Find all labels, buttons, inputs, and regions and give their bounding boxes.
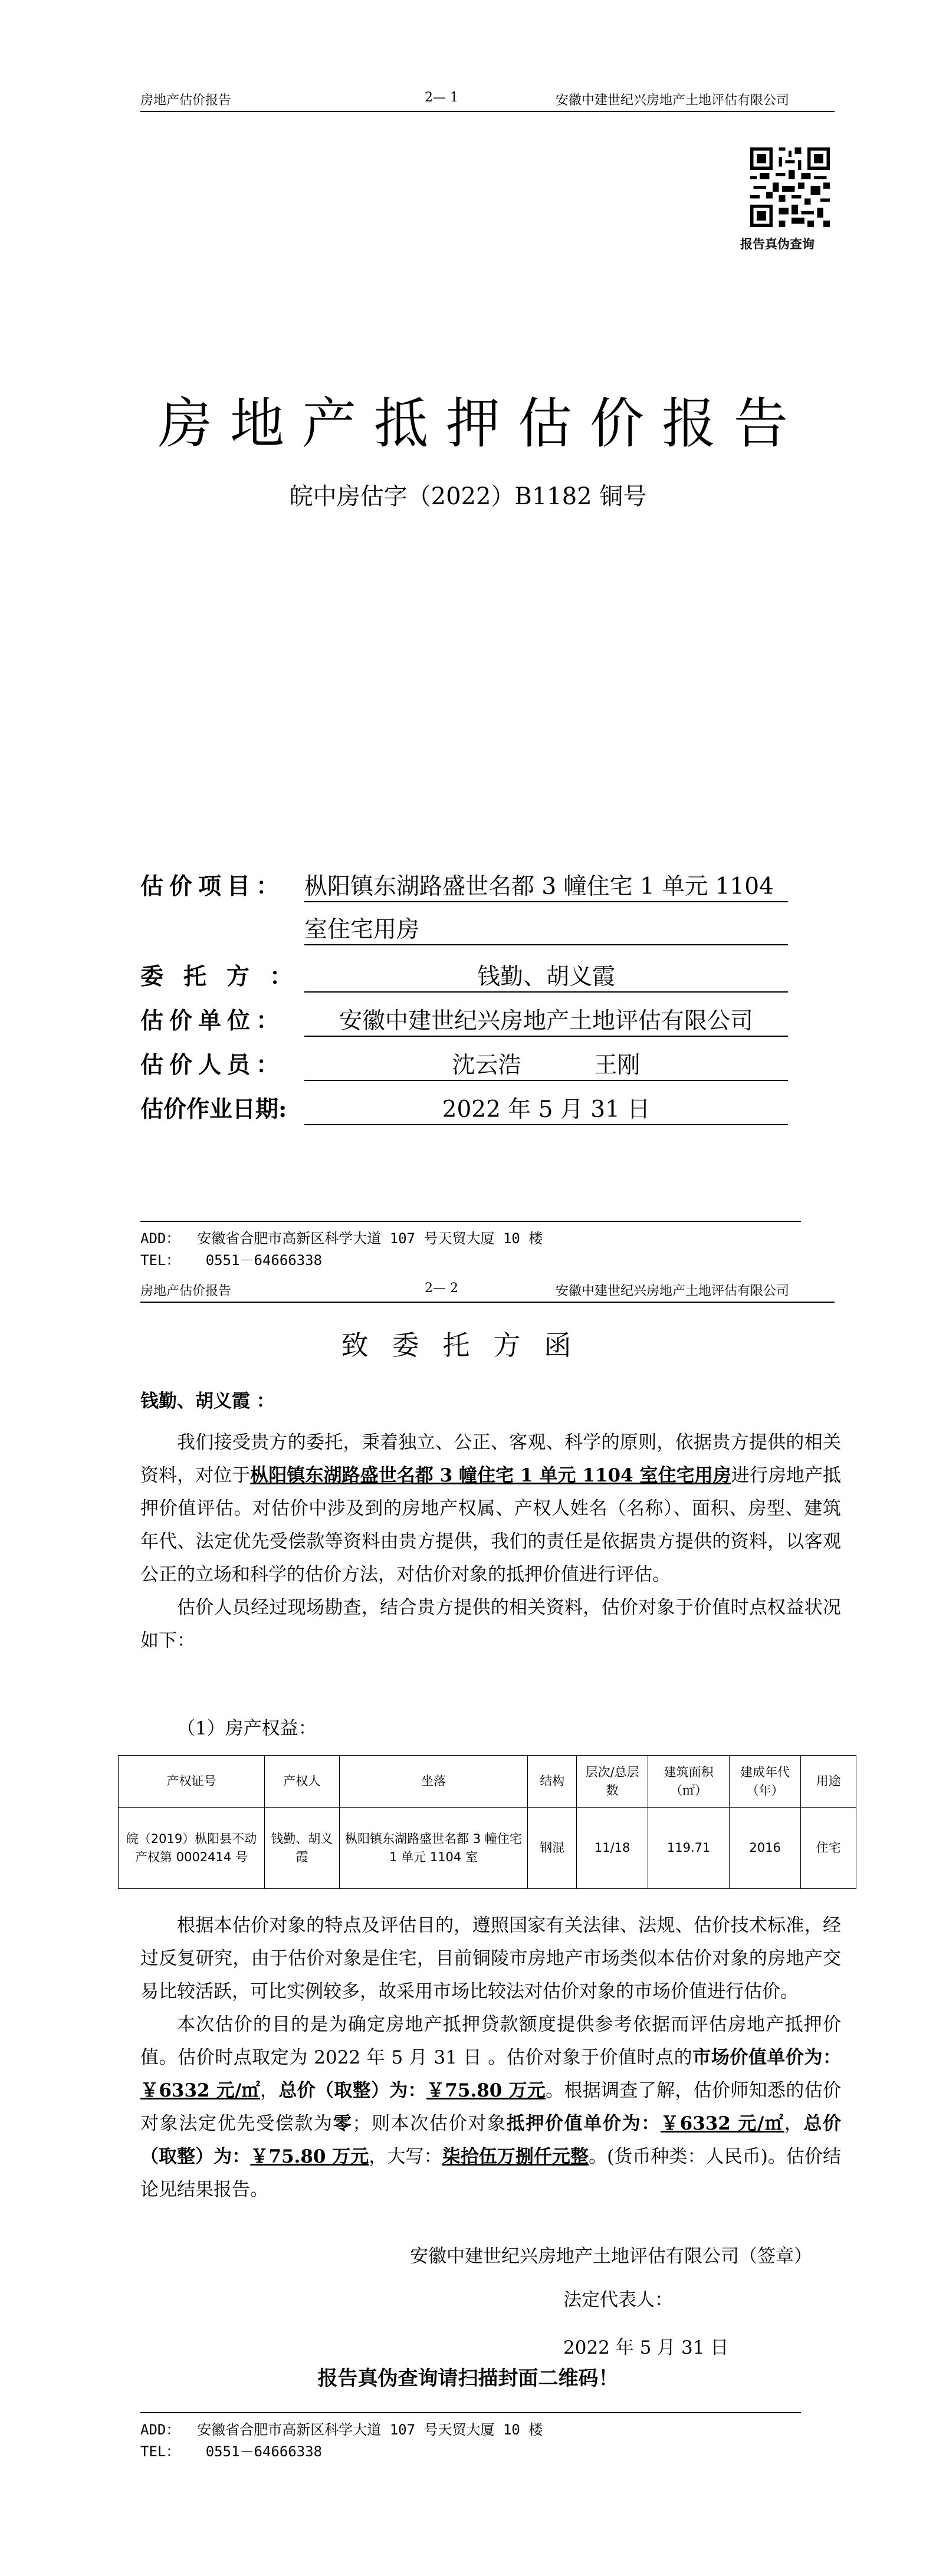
para4-market-unit-price: ￥6332 元/㎡	[140, 2080, 261, 2101]
para4-mortgage-unit-label: 抵押价值单价为：	[506, 2113, 661, 2134]
page2-header-rule	[140, 1302, 835, 1303]
para4	[140, 2008, 841, 2206]
sign-date: 2022 年 5 月 31 日	[563, 2337, 729, 2358]
para1-text-c: 进行房地产抵押价值评估。对估价中涉及到的房地产权属、产权人姓名（名称）、面积、房型、建筑年代、法定优先受偿款等资料由贵方提供，我们的责任是依据贵方提供的资料，以客观公正的立场和科学的估价方法，对估价对象的抵押价值进行评估。	[140, 1465, 842, 1585]
qr-caption: 报告真伪查询	[740, 237, 815, 251]
td-floor: 11/18	[577, 1808, 648, 1889]
table-row	[119, 1808, 856, 1889]
th-structure: 结构	[528, 1756, 577, 1808]
para1-text-a: 我们接受贵方的委托，秉着独立、公正、客观、科学的原则，依据贵方提供的相关资料，对位于	[140, 1432, 841, 1486]
page1-header-right: 安徽中建世纪兴房地产土地评估有限公司	[556, 93, 790, 108]
td-location: 枞阳镇东湖路盛世名都 3 幢住宅 1 单元 1104 室	[339, 1808, 528, 1889]
page1-header-left: 房地产估价报告	[140, 93, 232, 108]
td-usage: 住宅	[801, 1808, 856, 1889]
rights-heading: （1）房产权益：	[177, 1718, 317, 1739]
page1-header-rule	[140, 111, 835, 112]
para4-market-total: ￥75.80 万元	[426, 2080, 546, 2101]
page2-footer-address: ADD： 安徽省合肥市高新区科学大道 107 号天贸大厦 10 楼	[140, 2421, 543, 2438]
project-value-line2: 室住宅用房	[304, 911, 788, 945]
para4-o: ，大写：	[369, 2146, 442, 2167]
project-label: 估价项目：	[140, 873, 285, 900]
qr-code-icon[interactable]	[750, 147, 830, 227]
td-owner: 钱勤、胡义霞	[264, 1808, 339, 1889]
td-cert-no: 皖（2019）枞阳县不动产权第 0002414 号	[119, 1808, 265, 1889]
page2-header-left: 房地产估价报告	[140, 1284, 232, 1299]
salutation: 钱勤、胡义霞 ：	[140, 1391, 275, 1412]
signature-org: 安徽中建世纪兴房地产土地评估有限公司（签章）	[410, 2246, 812, 2267]
para4-market-total-label: 总价（取整）为：	[278, 2080, 426, 2101]
para4-i: ；则本次估价对象	[352, 2113, 507, 2134]
para4-q: 。(货币种类：人民币)。估价结论见结果报告。	[140, 2146, 842, 2200]
date-value: 2022 年 5 月 31 日	[304, 1091, 788, 1125]
th-year: 建成年代（年）	[730, 1756, 801, 1808]
project-value-line1: 枞阳镇东湖路盛世名都 3 幢住宅 1 单元 1104	[304, 868, 788, 902]
legal-representative: 法定代表人：	[563, 2289, 673, 2311]
page2-header-page: 2— 2	[425, 1281, 458, 1296]
th-usage: 用途	[801, 1756, 856, 1808]
th-owner: 产权人	[264, 1756, 339, 1808]
report-title: 房地产抵押估价报告	[158, 392, 806, 455]
letter-title: 致委托方函	[341, 1329, 595, 1361]
para1-property-address: 枞阳镇东湖路盛世名都 3 幢住宅 1 单元 1104 室住宅用房	[250, 1465, 731, 1486]
td-structure: 钢混	[528, 1808, 577, 1889]
page1-footer-address: ADD： 安徽省合肥市高新区科学大道 107 号天贸大厦 10 楼	[140, 1230, 543, 1247]
para4-g: 。根据调查了解，估价师知悉的估价对象法定优先受偿款为	[140, 2080, 842, 2134]
para4-d: ，	[260, 2080, 279, 2101]
th-floor: 层次/总层数	[577, 1756, 648, 1808]
client-value: 钱勤、胡义霞	[304, 958, 788, 993]
para4-mortgage-total-label: 总价（取整）为：	[140, 2113, 842, 2167]
th-cert-no: 产权证号	[119, 1756, 265, 1808]
para4-mortgage-unit-price: ￥6332 元/㎡	[660, 2113, 784, 2134]
page1-footer-rule	[140, 1221, 801, 1222]
para3: 根据本估价对象的特点及评估目的，遵照国家有关法律、法规、估价技术标准，经过反复研究，由于估价对象是住宅，目前铜陵市房地产市场类似本估价对象的房地产交易比较活跃，可比实例较多，故采用市场比较法对估价对象的市场价值进行估价。	[140, 1915, 841, 2002]
para4-l: ，	[784, 2113, 804, 2134]
rights-table	[118, 1755, 856, 1889]
page1-header-page: 2— 1	[425, 90, 458, 105]
page2-footer-rule	[140, 2412, 801, 2413]
td-year: 2016	[730, 1808, 801, 1889]
para4-capital-amount: 柒拾伍万捌仟元整	[442, 2146, 589, 2167]
org-label: 估价单位：	[140, 1007, 285, 1034]
para4-a: 本次估价的目的是为确定房地产抵押贷款额度提供参考依据而评估房地产抵押价值。估价时点取定为 2022 年 5 月 31 日 。估价对象于价值时点的	[140, 2014, 841, 2068]
client-label: 委托方：	[140, 963, 313, 990]
th-area: 建筑面积（㎡）	[648, 1756, 730, 1808]
staff-label: 估价人员：	[140, 1052, 285, 1079]
para4-priority: 零	[333, 2113, 353, 2134]
th-location: 坐落	[339, 1756, 528, 1808]
date-label: 估价作业日期:	[140, 1096, 287, 1123]
para2: 估价人员经过现场勘查，结合贵方提供的相关资料，估价对象于价值时点权益状况如下：	[140, 1597, 841, 1651]
page1-footer-tel: TEL： 0551－64666338	[140, 1252, 323, 1269]
td-area: 119.71	[648, 1808, 730, 1889]
table-header-row	[119, 1756, 856, 1808]
page2-footer-tel: TEL： 0551－64666338	[140, 2443, 323, 2460]
letter-body-1	[140, 1426, 841, 1657]
verify-note: 报告真伪查询请扫描封面二维码！	[317, 2367, 619, 2390]
letter-body-2	[140, 1909, 841, 2206]
page2-header-right: 安徽中建世纪兴房地产土地评估有限公司	[556, 1284, 790, 1299]
staff-value: 沈云浩 王刚	[304, 1047, 788, 1081]
para4-mortgage-total: ￥75.80 万元	[250, 2146, 369, 2167]
para4-market-unit-label: 市场价值单价为：	[692, 2047, 841, 2068]
report-number: 皖中房估字（2022）B1182 铜号	[289, 483, 647, 510]
org-value: 安徽中建世纪兴房地产土地评估有限公司	[304, 1003, 788, 1037]
